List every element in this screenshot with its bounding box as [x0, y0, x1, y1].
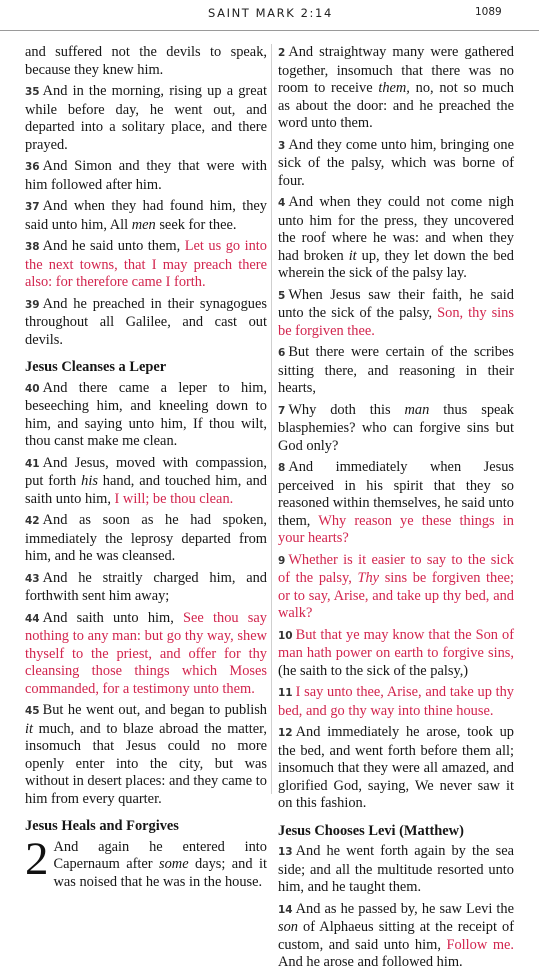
- verse: [25, 380, 267, 451]
- header-rule: [0, 30, 539, 31]
- verse-number: 4: [278, 197, 286, 209]
- verse-number: 10: [278, 629, 293, 642]
- verse: [278, 552, 514, 623]
- verse: [278, 459, 514, 548]
- verse: [25, 610, 267, 699]
- words-of-christ: I say unto thee, Arise, and take up thy bed, and go thy way into thine house.: [278, 684, 514, 719]
- verse: [25, 238, 267, 292]
- section-heading: Jesus Cleanses a Leper: [25, 359, 167, 375]
- verse: [25, 455, 267, 509]
- verse-number: 14: [278, 903, 293, 916]
- verse-number: 45: [25, 705, 40, 717]
- chapter-number: 2: [25, 832, 49, 885]
- verse: [278, 137, 514, 191]
- verse-number: 42: [25, 515, 40, 527]
- verse: [25, 296, 267, 350]
- verse-number: 8: [278, 462, 286, 474]
- words-of-christ: See thou say nothing to any man: but go thy way, shew thyself to the priest, and offer for thy cleansing those things which Moses commanded, for a testimony unto them.: [25, 609, 267, 697]
- verse-text: And he went forth again by the sea side; and all the multitude resorted unto him, and he taught them.: [278, 843, 514, 895]
- verse-text: But there were certain of the scribes sitting there, and reasoning in their hearts,: [278, 344, 514, 396]
- verse-text: some: [159, 856, 189, 872]
- verse-text: And he said unto them,: [42, 238, 185, 254]
- words-of-christ: Follow me.: [446, 936, 515, 953]
- verse-text: Why doth this: [288, 401, 405, 418]
- verse-text: And he preached in their synagogues throughout all Galilee, and cast out devils.: [25, 295, 267, 348]
- verse-text: And as he passed by, he saw Levi the: [295, 900, 514, 917]
- verse-text: And immediately when Jesus perceived in his spirit that they so reasoned within themselves, he said unto them,: [278, 459, 514, 529]
- verse-text: And as soon as he had spoken, immediately the leprosy departed from him, and he was cleansed.: [25, 512, 267, 564]
- verse-text: it: [25, 720, 33, 737]
- verse-number: 35: [25, 86, 40, 98]
- verse-number: 43: [25, 572, 40, 585]
- verse: [278, 684, 514, 720]
- verse: [278, 901, 514, 972]
- verse-text: When Jesus saw their faith, he said unto the sick of the palsy,: [278, 286, 514, 321]
- verse-text: And Simon and they that were with him followed after him.: [25, 158, 267, 193]
- verse-number: 44: [25, 612, 40, 625]
- verse: [25, 570, 267, 606]
- verse: [278, 287, 514, 341]
- words-of-christ: I will; be thou clean.: [114, 490, 234, 507]
- verse-number: 39: [25, 298, 40, 311]
- verse-text: And when they had found him, they said unto him, All: [25, 198, 267, 233]
- verse-text: And in the morning, rising up a great while before day, he went out, and departed into a solitary place, and there prayed.: [25, 83, 267, 153]
- verse-text: much, and to blaze abroad the matter, insomuch that Jesus could no more openly enter into the city, but was without in desert places: and they came to him from every quarter.: [25, 720, 267, 807]
- chapter-opening: [25, 832, 267, 892]
- verse-number: 41: [25, 457, 40, 470]
- verse-text: And immediately he arose, took up the bed, and went forth before them all; insomuch that they were all amazed, and glorified God, saying, We never saw it on this fashion.: [278, 724, 514, 811]
- words-of-christ: Why reason ye these things in your hearts?: [278, 512, 514, 546]
- words-of-christ: Thy: [357, 570, 380, 586]
- words-of-christ: But that ye may know that the Son of man hath power on earth to forgive sins,: [278, 626, 514, 661]
- words-of-christ: Whether is it easier to say to the sick of the palsy,: [278, 551, 514, 586]
- verse-text: (he saith to the sick of the palsy,): [278, 662, 469, 679]
- verse-number: 40: [25, 382, 40, 395]
- verse-text: And there came a leper to him, beseeching him, and kneeling down to him, and saying unto him, If thou wilt, thou canst make me clean.: [25, 379, 267, 449]
- verse-text: of Alphaeus sitting at the receipt of custom, and said unto him,: [278, 919, 514, 953]
- verse-text: And straightway many were gathered together, insomuch that there was no room to receive: [278, 44, 514, 96]
- verse-text: And when they could not come nigh unto him for the press, they uncovered the roof where he was: and when they had broken: [278, 194, 514, 264]
- verse-text: his: [81, 473, 98, 489]
- verse: [278, 843, 514, 897]
- page-header: [0, 0, 539, 46]
- verse-text: it: [348, 247, 357, 264]
- verse-number: 13: [278, 846, 293, 858]
- words-of-christ: sins be forgiven thee; or to say, Arise, and take up thy bed, and walk?: [278, 570, 515, 621]
- verse: [278, 194, 514, 283]
- verse-text: And again he entered into Capernaum after: [53, 838, 267, 872]
- section-heading: Jesus Chooses Levi (Matthew): [278, 822, 464, 839]
- section-heading: Jesus Heals and Forgives: [25, 818, 179, 834]
- verse: [25, 83, 267, 154]
- verse-text: up, they let down the bed wherein the sick of the palsy lay.: [278, 247, 514, 281]
- verse-number: 12: [278, 727, 293, 739]
- verse-number: 36: [25, 161, 40, 173]
- verse-text: son: [278, 919, 298, 935]
- verse-text: And saith unto him,: [42, 609, 184, 626]
- verse-text: hand, and touched him, and saith unto him,: [25, 473, 267, 507]
- verse-text: And he straitly charged him, and forthwith sent him away;: [25, 569, 267, 604]
- verse-number: 38: [25, 241, 40, 253]
- right-column: [278, 44, 514, 976]
- verse-text: And they come unto him, bringing one sick of the palsy, which was borne of four.: [278, 136, 514, 189]
- verse: [278, 402, 514, 456]
- verse-number: 3: [278, 139, 286, 152]
- verse: [25, 702, 267, 808]
- verse-text: And Jesus, moved with compassion, put forth: [25, 454, 267, 489]
- page-number: 1089: [475, 6, 502, 18]
- verse-number: 5: [278, 289, 286, 302]
- verse: [278, 344, 514, 398]
- verse: [278, 44, 514, 133]
- words-of-christ: Let us go into the next towns, that I may preach there also: for therefore came I forth.: [25, 238, 267, 290]
- verse-number: 11: [278, 687, 293, 699]
- running-head: SAINT MARK 2:14: [208, 6, 333, 20]
- verse: [25, 198, 267, 234]
- left-column: [25, 44, 267, 895]
- column-divider: [271, 44, 272, 794]
- verse-text: men: [131, 216, 156, 233]
- verse-number: 7: [278, 404, 286, 417]
- verse-number: 37: [25, 201, 40, 213]
- verse-text: But he went out, and began to publish: [42, 702, 267, 718]
- verse: [25, 512, 267, 566]
- verse-text: no, not so much as about the door: and he preached the word unto them.: [278, 80, 514, 131]
- verse-text: thus speak blasphemies? who can forgive sins but God only?: [278, 401, 514, 454]
- words-of-christ: Son, thy sins be forgiven thee.: [278, 305, 514, 339]
- verse: [278, 627, 514, 681]
- verse: [278, 724, 514, 813]
- verse: [25, 44, 267, 79]
- verse-text: And he arose and followed him.: [278, 954, 463, 970]
- verse-text: and suffered not the devils to speak, because they knew him.: [25, 44, 267, 78]
- verse-number: 9: [278, 554, 286, 567]
- verse-number: 2: [278, 47, 286, 59]
- verse-text: days; and it was noised that he was in the house.: [53, 856, 267, 890]
- verse-text: seek for thee.: [155, 216, 237, 233]
- verse-text: man: [404, 401, 430, 418]
- verse-number: 6: [278, 347, 286, 359]
- verse: [25, 158, 267, 194]
- verse-text: them,: [378, 80, 410, 96]
